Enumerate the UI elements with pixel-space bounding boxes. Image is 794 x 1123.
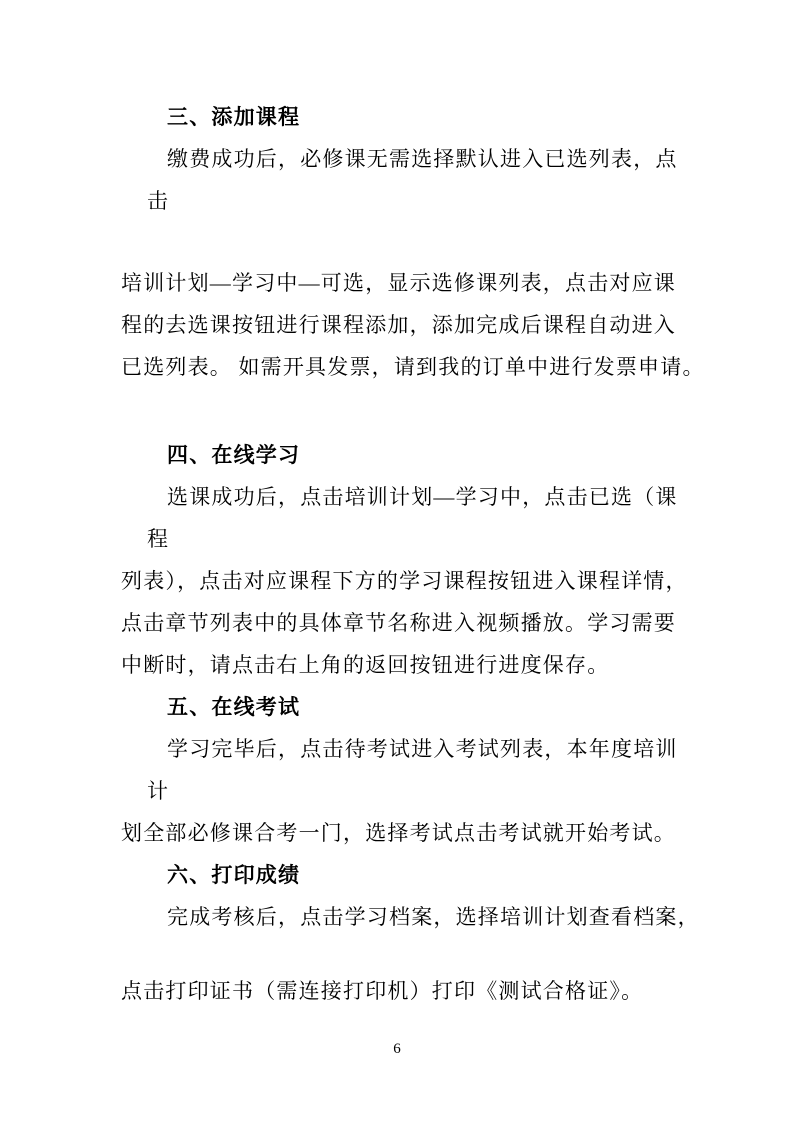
page-number: 6 [393, 1041, 401, 1057]
text-line: 缴费成功后，必修课无需选择默认进入已选列表，点 [167, 147, 678, 171]
text-line: 中断时，请点击右上角的返回按钮进行进度保存。 [121, 653, 610, 677]
text-line: 列表），点击对应课程下方的学习课程按钮进入课程详情， [121, 569, 688, 593]
text-line: 完成考核后，点击学习档案，选择培训计划查看档案， [167, 905, 700, 929]
section-heading-6: 六、打印成绩 [167, 863, 301, 887]
text-line: 学习完毕后，点击待考试进入考试列表，本年度培训 [167, 737, 678, 761]
text-line: 培训计划—学习中—可选，显示选修课列表，点击对应课 [121, 271, 676, 295]
page-footer [0, 1040, 794, 1058]
section-heading-5: 五、在线考试 [167, 695, 301, 719]
text-line: 已选列表。 如需开具发票，请到我的订单中进行发票申请。 [121, 355, 705, 379]
document-body [121, 96, 705, 1012]
text-line: 程的去选课按钮进行课程添加，添加完成后课程自动进入 [121, 313, 676, 337]
section-heading-4: 四、在线学习 [167, 443, 301, 467]
text-line: 程 [147, 527, 170, 551]
text-line: 击 [147, 189, 170, 213]
section-heading-3: 三、添加课程 [167, 105, 301, 129]
text-line: 选课成功后，点击培训计划—学习中，点击已选（课 [167, 485, 678, 509]
text-line: 点击打印证书（需连接打印机）打印《测试合格证》。 [121, 979, 644, 1003]
text-line: 划全部必修课合考一门，选择考试点击考试就开始考试。 [121, 821, 676, 845]
text-line: 点击章节列表中的具体章节名称进入视频播放。学习需要 [121, 611, 676, 635]
text-line: 计 [147, 779, 170, 803]
